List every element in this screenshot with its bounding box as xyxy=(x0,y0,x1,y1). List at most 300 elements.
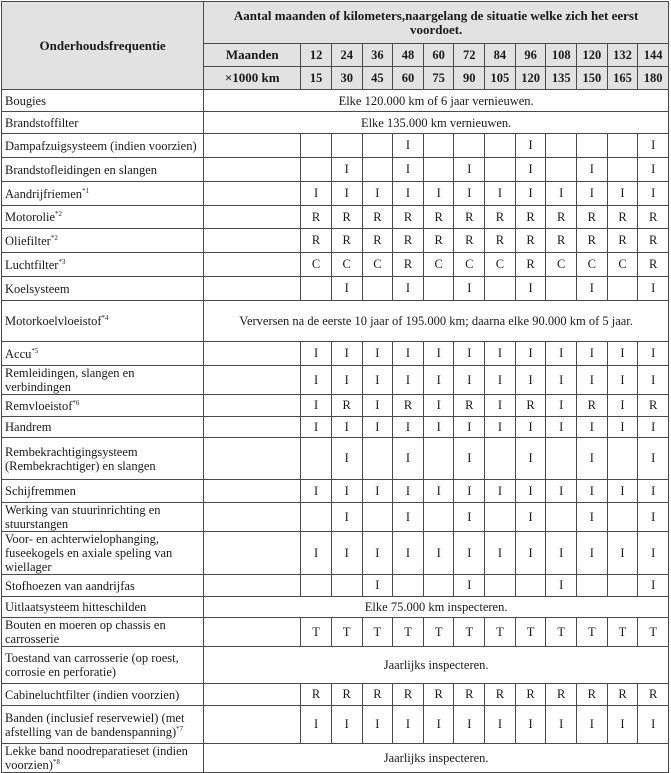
schedule-cell: I xyxy=(331,158,362,182)
schedule-cell xyxy=(362,438,393,480)
schedule-cell: R xyxy=(362,206,393,229)
blank-cell xyxy=(204,342,301,366)
schedule-cell: R xyxy=(515,395,546,417)
schedule-cell: R xyxy=(301,206,332,229)
months-value: 132 xyxy=(607,44,638,67)
schedule-cell: I xyxy=(362,342,393,366)
schedule-cell: I xyxy=(485,480,516,503)
schedule-cell: I xyxy=(577,503,608,532)
schedule-cell xyxy=(393,575,424,597)
maintenance-item xyxy=(2,229,204,253)
schedule-cell: I xyxy=(301,366,332,395)
item-label: Voor- en achterwielophanging, fuseekogels en axiale speling van wiellager xyxy=(5,532,173,574)
schedule-cell: R xyxy=(331,229,362,253)
schedule-cell: I xyxy=(577,342,608,366)
months-value: 84 xyxy=(485,44,516,67)
schedule-cell: R xyxy=(638,395,669,417)
maintenance-item xyxy=(2,706,204,744)
item-label: Remvloeistof xyxy=(5,398,73,413)
schedule-cell xyxy=(607,575,638,597)
schedule-cell: I xyxy=(454,158,485,182)
schedule-cell: I xyxy=(638,417,669,438)
schedule-cell: I xyxy=(577,182,608,206)
schedule-cell: I xyxy=(331,417,362,438)
schedule-cell xyxy=(607,277,638,301)
table-row xyxy=(2,90,669,112)
schedule-cell: I xyxy=(607,395,638,417)
schedule-cell: R xyxy=(393,206,424,229)
schedule-cell xyxy=(577,134,608,158)
schedule-cell: I xyxy=(362,532,393,575)
item-label: Remleidingen, slangen en verbindingen xyxy=(5,366,135,394)
schedule-cell: I xyxy=(393,134,424,158)
schedule-cell xyxy=(423,277,454,301)
item-label: Koelsysteem xyxy=(5,281,70,296)
schedule-cell: I xyxy=(546,342,577,366)
schedule-cell: R xyxy=(331,206,362,229)
schedule-cell: I xyxy=(393,503,424,532)
maintenance-item xyxy=(2,395,204,417)
months-label: Maanden xyxy=(204,44,301,67)
schedule-cell: I xyxy=(331,366,362,395)
item-label: Aandrijfriemen xyxy=(5,186,83,201)
schedule-cell xyxy=(515,575,546,597)
schedule-cell: T xyxy=(577,618,608,647)
blank-cell xyxy=(204,206,301,229)
schedule-cell: I xyxy=(393,706,424,744)
schedule-cell xyxy=(423,438,454,480)
table-row xyxy=(2,597,669,618)
schedule-cell: R xyxy=(577,684,608,706)
schedule-cell: I xyxy=(485,417,516,438)
schedule-cell: R xyxy=(393,229,424,253)
schedule-cell: I xyxy=(638,277,669,301)
schedule-cell: I xyxy=(577,366,608,395)
schedule-cell: I xyxy=(301,480,332,503)
schedule-cell: I xyxy=(515,532,546,575)
km-value: 180 xyxy=(638,67,669,90)
table-row xyxy=(2,684,669,706)
schedule-cell: I xyxy=(485,182,516,206)
schedule-cell: I xyxy=(454,366,485,395)
schedule-cell: I xyxy=(577,158,608,182)
blank-cell xyxy=(204,575,301,597)
schedule-cell: I xyxy=(362,480,393,503)
schedule-cell: I xyxy=(301,395,332,417)
schedule-cell: I xyxy=(331,503,362,532)
schedule-cell: I xyxy=(546,182,577,206)
schedule-cell: I xyxy=(607,342,638,366)
schedule-cell: I xyxy=(515,706,546,744)
schedule-cell: I xyxy=(638,480,669,503)
schedule-cell: R xyxy=(607,684,638,706)
schedule-cell: I xyxy=(546,366,577,395)
schedule-cell: I xyxy=(393,277,424,301)
schedule-cell: C xyxy=(362,253,393,277)
schedule-cell xyxy=(485,503,516,532)
footnote-marker: *3 xyxy=(58,257,66,266)
schedule-cell: R xyxy=(454,395,485,417)
schedule-cell xyxy=(546,134,577,158)
schedule-cell: I xyxy=(331,532,362,575)
schedule-cell: R xyxy=(485,206,516,229)
schedule-cell: R xyxy=(638,229,669,253)
schedule-cell: I xyxy=(423,706,454,744)
footnote-marker: *2 xyxy=(50,233,58,242)
schedule-cell: I xyxy=(454,277,485,301)
blank-cell xyxy=(204,366,301,395)
maintenance-item xyxy=(2,301,204,342)
schedule-cell: I xyxy=(607,706,638,744)
item-label: Luchtfilter xyxy=(5,257,59,272)
schedule-cell xyxy=(607,134,638,158)
maintenance-item xyxy=(2,744,204,773)
schedule-cell: I xyxy=(393,532,424,575)
schedule-cell: T xyxy=(423,618,454,647)
schedule-cell: I xyxy=(546,575,577,597)
schedule-cell: T xyxy=(485,618,516,647)
km-value: 30 xyxy=(331,67,362,90)
schedule-cell: I xyxy=(515,503,546,532)
schedule-cell: C xyxy=(331,253,362,277)
table-row xyxy=(2,366,669,395)
schedule-cell: T xyxy=(515,618,546,647)
schedule-cell xyxy=(485,438,516,480)
schedule-cell: I xyxy=(607,366,638,395)
months-value: 108 xyxy=(546,44,577,67)
schedule-cell: I xyxy=(546,417,577,438)
schedule-cell: I xyxy=(577,417,608,438)
maintenance-item xyxy=(2,366,204,395)
schedule-cell: I xyxy=(331,706,362,744)
schedule-cell: R xyxy=(423,229,454,253)
maintenance-item xyxy=(2,182,204,206)
maintenance-item xyxy=(2,206,204,229)
schedule-cell: I xyxy=(546,706,577,744)
item-label: Toestand van carrosserie (op roest, corrosie en perforatie) xyxy=(5,651,179,679)
schedule-cell: R xyxy=(546,229,577,253)
schedule-cell: C xyxy=(546,253,577,277)
schedule-cell: I xyxy=(301,706,332,744)
item-label: Uitlaatsysteem hitteschilden xyxy=(5,600,147,614)
schedule-cell: I xyxy=(423,480,454,503)
item-label: Oliefilter xyxy=(5,233,51,248)
maintenance-item xyxy=(2,503,204,532)
table-row xyxy=(2,395,669,417)
schedule-cell xyxy=(607,438,638,480)
schedule-cell xyxy=(301,134,332,158)
table-row xyxy=(2,112,669,134)
schedule-cell: I xyxy=(301,532,332,575)
schedule-cell: I xyxy=(638,706,669,744)
schedule-cell: C xyxy=(607,253,638,277)
schedule-cell: R xyxy=(393,253,424,277)
schedule-cell: I xyxy=(515,158,546,182)
km-value: 105 xyxy=(485,67,516,90)
blank-cell xyxy=(204,532,301,575)
schedule-cell: R xyxy=(331,395,362,417)
blank-cell xyxy=(204,158,301,182)
schedule-cell: R xyxy=(546,684,577,706)
blank-cell xyxy=(204,618,301,647)
schedule-cell: I xyxy=(515,277,546,301)
months-value: 144 xyxy=(638,44,669,67)
maintenance-item xyxy=(2,277,204,301)
schedule-cell: I xyxy=(362,417,393,438)
schedule-cell: R xyxy=(577,206,608,229)
schedule-cell xyxy=(485,575,516,597)
schedule-cell: I xyxy=(607,182,638,206)
maintenance-item xyxy=(2,575,204,597)
maintenance-item xyxy=(2,532,204,575)
schedule-cell xyxy=(485,158,516,182)
table-row xyxy=(2,503,669,532)
schedule-cell: I xyxy=(301,342,332,366)
schedule-cell: I xyxy=(515,134,546,158)
schedule-cell: I xyxy=(362,366,393,395)
schedule-cell: I xyxy=(454,575,485,597)
schedule-cell: I xyxy=(577,532,608,575)
schedule-cell: I xyxy=(454,480,485,503)
table-row xyxy=(2,647,669,684)
item-label: Bougies xyxy=(5,93,46,108)
footnote-marker: *2 xyxy=(55,209,62,218)
months-value: 60 xyxy=(423,44,454,67)
blank-cell xyxy=(204,134,301,158)
schedule-cell: R xyxy=(515,229,546,253)
table-row xyxy=(2,342,669,366)
blank-cell xyxy=(204,253,301,277)
schedule-cell: T xyxy=(454,618,485,647)
schedule-cell xyxy=(331,134,362,158)
schedule-cell xyxy=(546,158,577,182)
footnote-marker: *7 xyxy=(176,724,184,733)
km-value: 75 xyxy=(423,67,454,90)
item-label: Lekke band noodreparatieset (indien voorzien) xyxy=(5,744,188,772)
schedule-cell: R xyxy=(301,229,332,253)
km-value: 90 xyxy=(454,67,485,90)
blank-cell xyxy=(204,684,301,706)
schedule-cell xyxy=(362,503,393,532)
table-row xyxy=(2,438,669,480)
schedule-cell xyxy=(362,158,393,182)
schedule-cell: I xyxy=(546,395,577,417)
schedule-cell: C xyxy=(577,253,608,277)
schedule-cell: I xyxy=(423,182,454,206)
schedule-cell: I xyxy=(454,706,485,744)
schedule-cell: I xyxy=(485,342,516,366)
months-value: 120 xyxy=(577,44,608,67)
interval-instruction: Verversen na de eerste 10 jaar of 195.000 km; daarna elke 90.000 km of 5 jaar. xyxy=(204,301,669,342)
schedule-cell: I xyxy=(393,182,424,206)
table-header xyxy=(2,2,669,90)
maintenance-item xyxy=(2,597,204,618)
table-row xyxy=(2,532,669,575)
blank-cell xyxy=(204,417,301,438)
blank-cell xyxy=(204,480,301,503)
maintenance-item xyxy=(2,480,204,503)
schedule-cell: R xyxy=(485,229,516,253)
footnote-marker: *5 xyxy=(31,346,39,355)
schedule-cell xyxy=(423,575,454,597)
schedule-cell: T xyxy=(301,618,332,647)
schedule-cell xyxy=(546,503,577,532)
schedule-cell: R xyxy=(393,395,424,417)
table-row xyxy=(2,182,669,206)
footnote-marker: *6 xyxy=(72,398,80,407)
schedule-cell: I xyxy=(638,182,669,206)
schedule-cell: T xyxy=(546,618,577,647)
schedule-cell: I xyxy=(515,342,546,366)
schedule-cell: I xyxy=(362,575,393,597)
schedule-cell: R xyxy=(393,684,424,706)
schedule-cell: I xyxy=(515,480,546,503)
schedule-cell: I xyxy=(638,532,669,575)
schedule-cell: I xyxy=(515,182,546,206)
schedule-cell xyxy=(301,503,332,532)
schedule-cell: I xyxy=(577,277,608,301)
schedule-cell: I xyxy=(331,277,362,301)
schedule-cell: I xyxy=(638,438,669,480)
schedule-cell: R xyxy=(546,206,577,229)
maintenance-schedule-table xyxy=(1,1,669,773)
schedule-cell: I xyxy=(638,575,669,597)
schedule-cell: I xyxy=(393,417,424,438)
months-value: 36 xyxy=(362,44,393,67)
table-row xyxy=(2,229,669,253)
interval-instruction: Jaarlijks inspecteren. xyxy=(204,744,669,773)
maintenance-item xyxy=(2,90,204,112)
schedule-cell: I xyxy=(546,480,577,503)
interval-instruction: Elke 135.000 km vernieuwen. xyxy=(204,112,669,134)
schedule-cell: R xyxy=(577,395,608,417)
table-row xyxy=(2,575,669,597)
schedule-cell: I xyxy=(454,182,485,206)
km-value: 150 xyxy=(577,67,608,90)
months-value: 72 xyxy=(454,44,485,67)
schedule-cell: R xyxy=(577,229,608,253)
schedule-cell: I xyxy=(331,342,362,366)
schedule-cell xyxy=(423,134,454,158)
schedule-cell: I xyxy=(423,366,454,395)
schedule-cell: I xyxy=(393,342,424,366)
months-value: 48 xyxy=(393,44,424,67)
item-column-header: Onderhoudsfrequentie xyxy=(2,2,204,90)
schedule-cell xyxy=(301,438,332,480)
schedule-cell: I xyxy=(485,395,516,417)
schedule-cell: T xyxy=(393,618,424,647)
interval-instruction: Elke 75.000 km inspecteren. xyxy=(204,597,669,618)
schedule-cell: I xyxy=(607,532,638,575)
schedule-cell xyxy=(301,575,332,597)
table-row xyxy=(2,744,669,773)
km-value: 45 xyxy=(362,67,393,90)
footnote-marker: *8 xyxy=(52,757,60,766)
km-value: 60 xyxy=(393,67,424,90)
schedule-cell: I xyxy=(515,438,546,480)
schedule-cell: I xyxy=(485,706,516,744)
schedule-cell: R xyxy=(638,206,669,229)
schedule-cell: I xyxy=(423,342,454,366)
table-row xyxy=(2,253,669,277)
footnote-marker: *4 xyxy=(101,313,109,322)
schedule-cell: R xyxy=(515,206,546,229)
item-label: Werking van stuurinrichting en stuurstangen xyxy=(5,503,161,531)
schedule-cell: I xyxy=(454,417,485,438)
schedule-cell: I xyxy=(638,158,669,182)
table-row xyxy=(2,417,669,438)
schedule-cell: I xyxy=(393,366,424,395)
schedule-cell: I xyxy=(454,438,485,480)
schedule-cell: I xyxy=(638,134,669,158)
schedule-cell xyxy=(362,277,393,301)
schedule-cell: I xyxy=(362,182,393,206)
maintenance-item xyxy=(2,112,204,134)
item-label: Stofhoezen van aandrijfas xyxy=(5,578,135,593)
item-label: Schijfremmen xyxy=(5,484,76,498)
schedule-cell: I xyxy=(454,342,485,366)
km-value: 135 xyxy=(546,67,577,90)
maintenance-item xyxy=(2,342,204,366)
schedule-cell: R xyxy=(454,206,485,229)
schedule-cell: I xyxy=(454,503,485,532)
schedule-cell xyxy=(423,158,454,182)
schedule-cell: R xyxy=(638,684,669,706)
schedule-cell xyxy=(485,277,516,301)
schedule-cell xyxy=(331,575,362,597)
schedule-cell: R xyxy=(362,684,393,706)
schedule-cell: R xyxy=(454,684,485,706)
km-value: 15 xyxy=(301,67,332,90)
schedule-cell: R xyxy=(423,684,454,706)
table-row xyxy=(2,618,669,647)
item-label: Banden (inclusief reservewiel) (met afstelling van de bandenspanning) xyxy=(5,710,185,739)
months-value: 96 xyxy=(515,44,546,67)
schedule-cell: R xyxy=(331,684,362,706)
schedule-cell: I xyxy=(393,480,424,503)
schedule-cell xyxy=(301,158,332,182)
schedule-cell: I xyxy=(362,706,393,744)
schedule-cell: C xyxy=(454,253,485,277)
schedule-cell xyxy=(454,134,485,158)
table-row xyxy=(2,480,669,503)
schedule-cell: R xyxy=(607,229,638,253)
schedule-cell: I xyxy=(485,532,516,575)
months-value: 12 xyxy=(301,44,332,67)
schedule-cell xyxy=(607,158,638,182)
schedule-cell: I xyxy=(423,532,454,575)
schedule-cell: I xyxy=(423,417,454,438)
item-label: Motorolie xyxy=(5,210,55,224)
schedule-cell: I xyxy=(577,706,608,744)
schedule-cell: I xyxy=(577,438,608,480)
schedule-cell: R xyxy=(485,684,516,706)
table-body xyxy=(2,90,669,773)
schedule-cell: R xyxy=(638,253,669,277)
item-label: Motorkoelvloeistof xyxy=(5,314,102,328)
blank-cell xyxy=(204,182,301,206)
schedule-cell: R xyxy=(515,253,546,277)
schedule-cell: I xyxy=(331,438,362,480)
schedule-cell: R xyxy=(423,206,454,229)
schedule-cell xyxy=(301,277,332,301)
item-label: Cabineluchtfilter (indien voorzien) xyxy=(5,687,180,702)
schedule-cell: I xyxy=(362,395,393,417)
schedule-cell: C xyxy=(485,253,516,277)
interval-instruction: Elke 120.000 km of 6 jaar vernieuwen. xyxy=(204,90,669,112)
schedule-cell: R xyxy=(454,229,485,253)
table-row xyxy=(2,158,669,182)
